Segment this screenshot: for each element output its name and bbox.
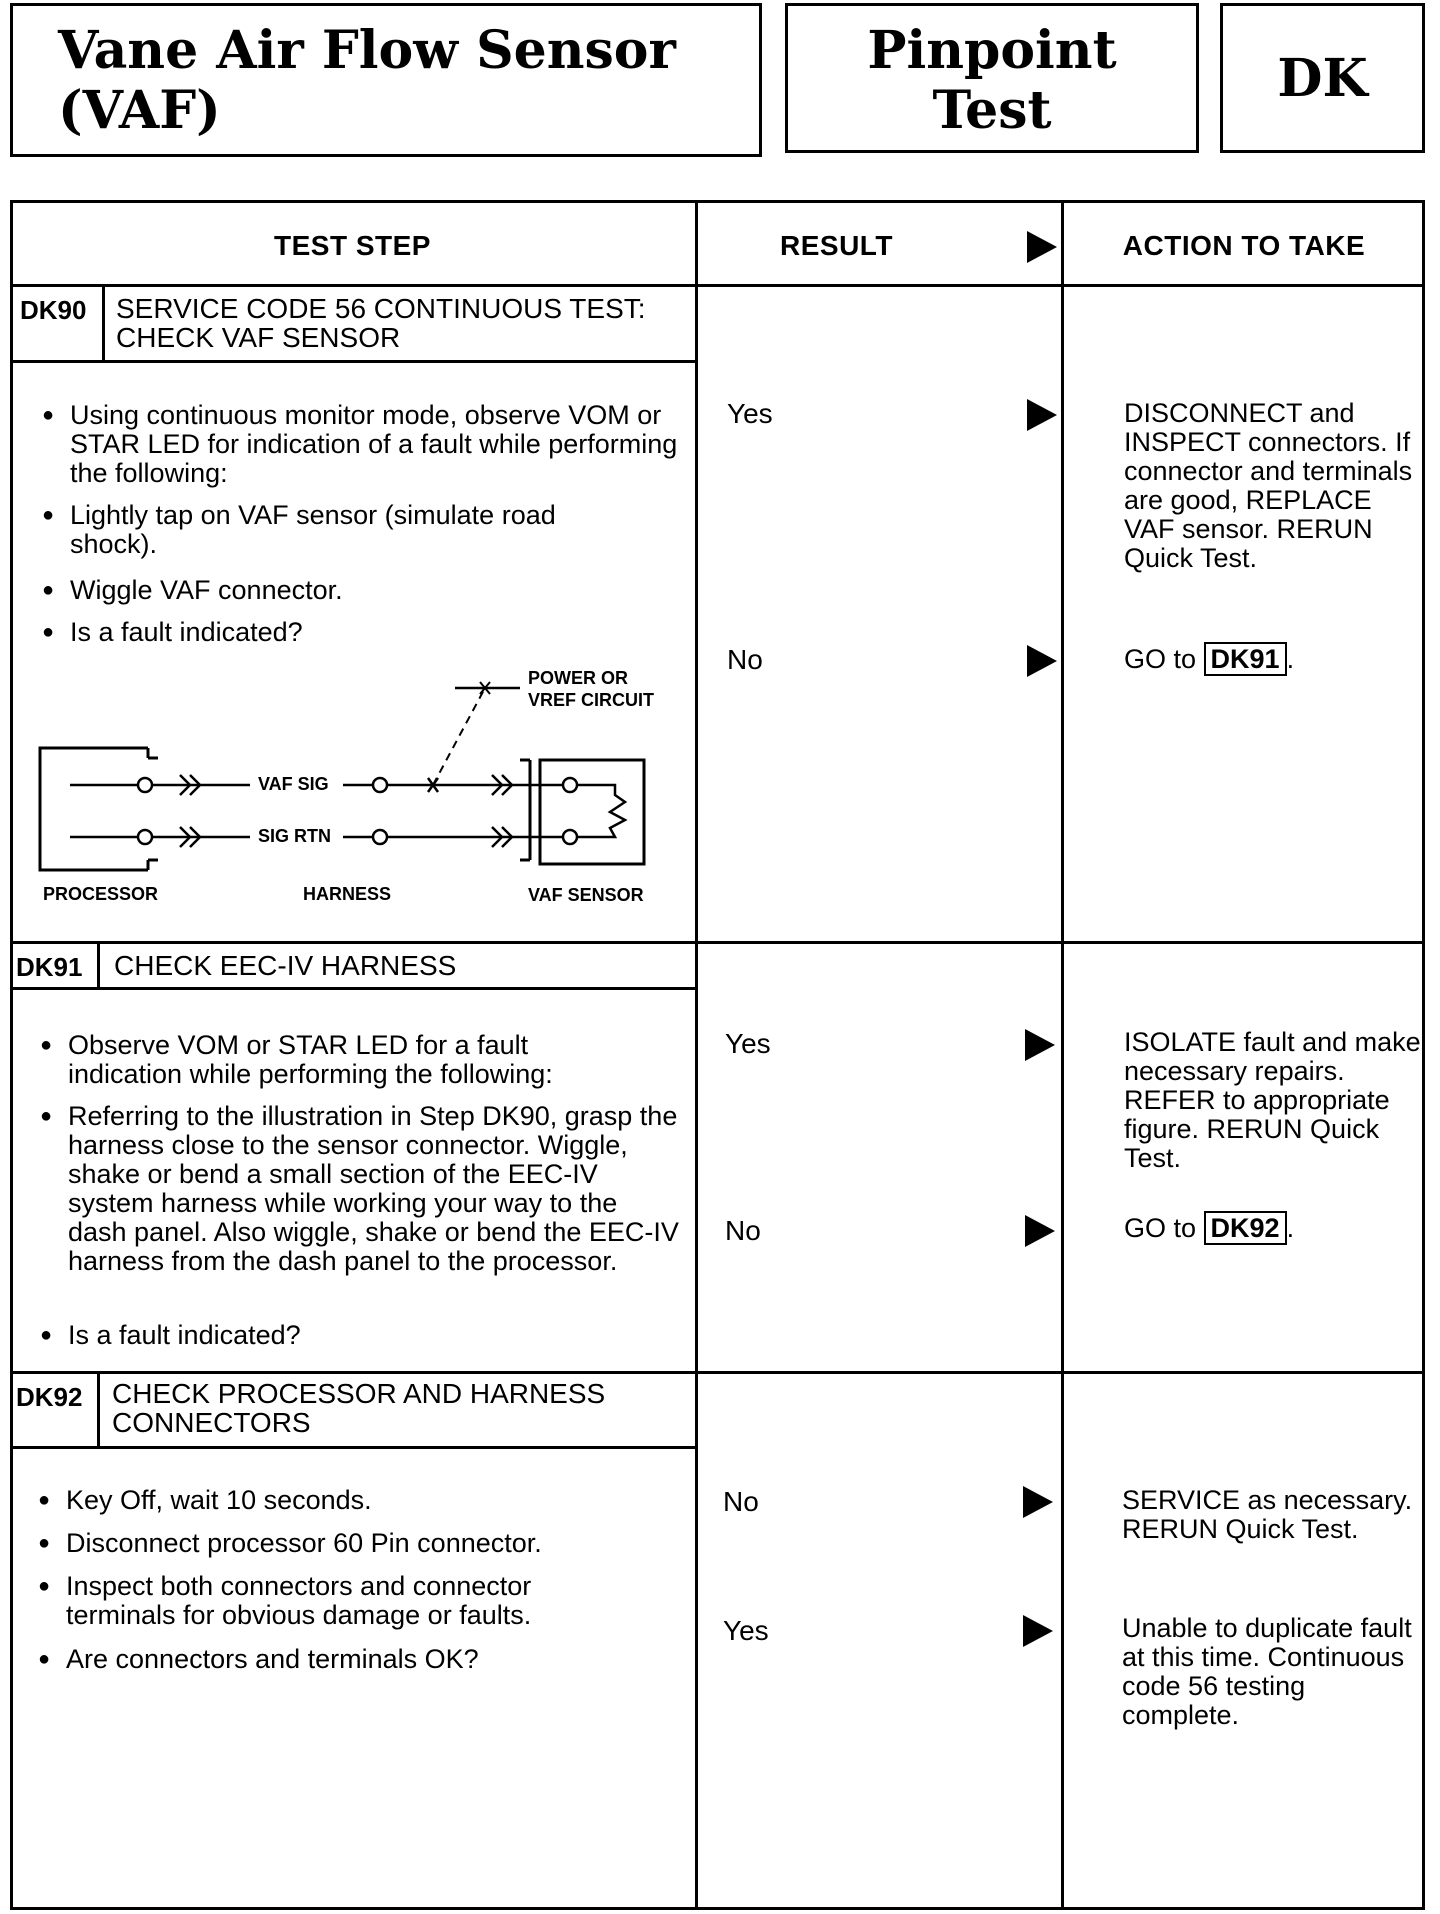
step-dk92-bullet-1: ● Key Off, wait 10 seconds. <box>38 1486 638 1515</box>
diagram-label-processor: PROCESSOR <box>43 884 159 904</box>
step-dk90-action-yes: DISCONNECT and INSPECT connectors. If connector and terminals are good, REPLACE VAF sensor. RERUN Quick Test. <box>1124 398 1413 573</box>
step-id-dk91: DK91 <box>16 952 83 982</box>
step-dk92-action-yes: Unable to duplicate fault at this time. Continuous code 56 testing complete. <box>1122 1613 1412 1730</box>
step-dk90-bullet-4: ● Is a fault indicated? <box>42 618 642 647</box>
step-dk91-action-yes: ISOLATE fault and make necessary repairs. REFER to appropriate figure. RERUN Quick Test. <box>1124 1027 1421 1173</box>
column-header-action: ACTION TO TAKE <box>1122 230 1366 261</box>
step-dk91-title-line1: CHECK EEC-IV HARNESS <box>114 950 457 981</box>
step-dk91-bottom-divider <box>10 1371 1425 1374</box>
diagram-label-sig-rtn: SIG RTN <box>254 826 335 847</box>
step-dk91-result-no: No <box>725 1215 761 1246</box>
header-row-divider <box>10 284 1425 287</box>
column-header-test-step: TEST STEP <box>274 230 431 261</box>
test-code: DK <box>1277 48 1368 109</box>
step-dk91-id-divider <box>97 943 100 989</box>
step-dk91-bullet-3: ● Is a fault indicated? <box>40 1321 640 1350</box>
step-dk92-result-yes: Yes <box>723 1615 769 1646</box>
step-dk92-no-arrow-icon <box>1023 1486 1053 1518</box>
diagram-label-power <box>528 667 654 711</box>
step-dk92-action-no: SERVICE as necessary. RERUN Quick Test. <box>1122 1485 1413 1544</box>
column-header-result: RESULT <box>780 230 893 261</box>
step-dk92-bullet-2: ● Disconnect processor 60 Pin connector. <box>38 1529 678 1558</box>
step-dk90-yes-arrow-icon <box>1027 399 1057 431</box>
step-dk90-action-no <box>1124 645 1424 674</box>
step-dk90-action-no-prefix: GO to <box>1124 644 1197 674</box>
step-dk91-title-underline <box>10 987 695 990</box>
step-dk90-result-no: No <box>727 644 763 675</box>
step-dk90-bullet-2: ● Lightly tap on VAF sensor (simulate road shock). <box>42 501 642 559</box>
diagram-label-power-line1: POWER OR <box>528 668 629 688</box>
step-dk92-bullet-4: ● Are connectors and terminals OK? <box>38 1645 638 1674</box>
step-dk91-action-no <box>1124 1214 1424 1243</box>
step-dk91-yes-arrow-icon <box>1025 1029 1055 1061</box>
step-dk91-bullet-2: ● Referring to the illustration in Step DK90, grasp the harness close to the sensor connector. Wiggle, shake or bend a small section of the EEC-IV system harness while working your way to the dash panel. Also wiggle, shake or bend the EEC-IV harness from the dash panel to the processor. <box>40 1102 680 1276</box>
diagram-label-vaf-sig: VAF SIG <box>254 774 333 795</box>
result-header-arrow-icon <box>1027 231 1057 263</box>
divider-action-col <box>1061 200 1064 1910</box>
step-dk90-bullet-3: ● Wiggle VAF connector. <box>42 576 642 605</box>
step-dk92-title-line2: CONNECTORS <box>112 1407 311 1438</box>
step-dk90-title-underline <box>10 360 695 363</box>
step-dk91-bullet-1: ● Observe VOM or STAR LED for a fault indication while performing the following: <box>40 1031 640 1089</box>
step-dk92-result-no: No <box>723 1486 759 1517</box>
step-dk90-action-no-suffix: . <box>1286 644 1295 674</box>
header-test-type-box <box>785 3 1199 153</box>
step-dk92-bullet-3: ● Inspect both connectors and connector terminals for obvious damage or faults. <box>38 1572 638 1630</box>
step-dk91-no-arrow-icon <box>1025 1215 1055 1247</box>
step-id-dk92: DK92 <box>16 1382 83 1412</box>
page-title-line1: Vane Air Flow Sensor <box>58 20 676 81</box>
test-type-line1: Pinpoint <box>867 20 1117 81</box>
step-dk90-bottom-divider <box>10 941 1425 944</box>
step-dk90-no-arrow-icon <box>1027 645 1057 677</box>
header-code-box <box>1220 3 1425 153</box>
step-dk90-action-no-ref[interactable]: DK91 <box>1204 642 1287 676</box>
header-title-box <box>10 3 762 157</box>
test-type-line2: Test <box>932 80 1052 141</box>
diagram-label-harness: HARNESS <box>303 884 392 904</box>
step-dk91-action-no-prefix: GO to <box>1124 1213 1197 1243</box>
step-dk90-bullet-1: ● Using continuous monitor mode, observe VOM or STAR LED for indication of a fault while performing the following: <box>42 401 682 488</box>
step-dk91-action-no-suffix: . <box>1286 1213 1295 1243</box>
step-dk92-id-divider <box>97 1373 100 1447</box>
step-dk90-id-divider <box>102 286 105 362</box>
step-dk92-title-line1: CHECK PROCESSOR AND HARNESS <box>112 1378 606 1409</box>
step-dk91-action-no-ref[interactable]: DK92 <box>1204 1211 1287 1245</box>
step-dk92-yes-arrow-icon <box>1023 1615 1053 1647</box>
step-dk91-result-yes: Yes <box>725 1028 771 1059</box>
step-dk92-title-underline <box>10 1446 695 1449</box>
step-dk90-result-yes: Yes <box>727 398 773 429</box>
step-dk90-title-line2: CHECK VAF SENSOR <box>116 322 401 353</box>
divider-result-col <box>695 200 698 1910</box>
diagram-label-power-line2: VREF CIRCUIT <box>528 690 654 710</box>
step-dk90-title-line1: SERVICE CODE 56 CONTINUOUS TEST: <box>116 293 646 324</box>
diagram-label-vaf-sensor: VAF SENSOR <box>528 885 644 905</box>
step-id-dk90: DK90 <box>20 295 87 325</box>
page-title-line2: (VAF) <box>58 80 221 141</box>
